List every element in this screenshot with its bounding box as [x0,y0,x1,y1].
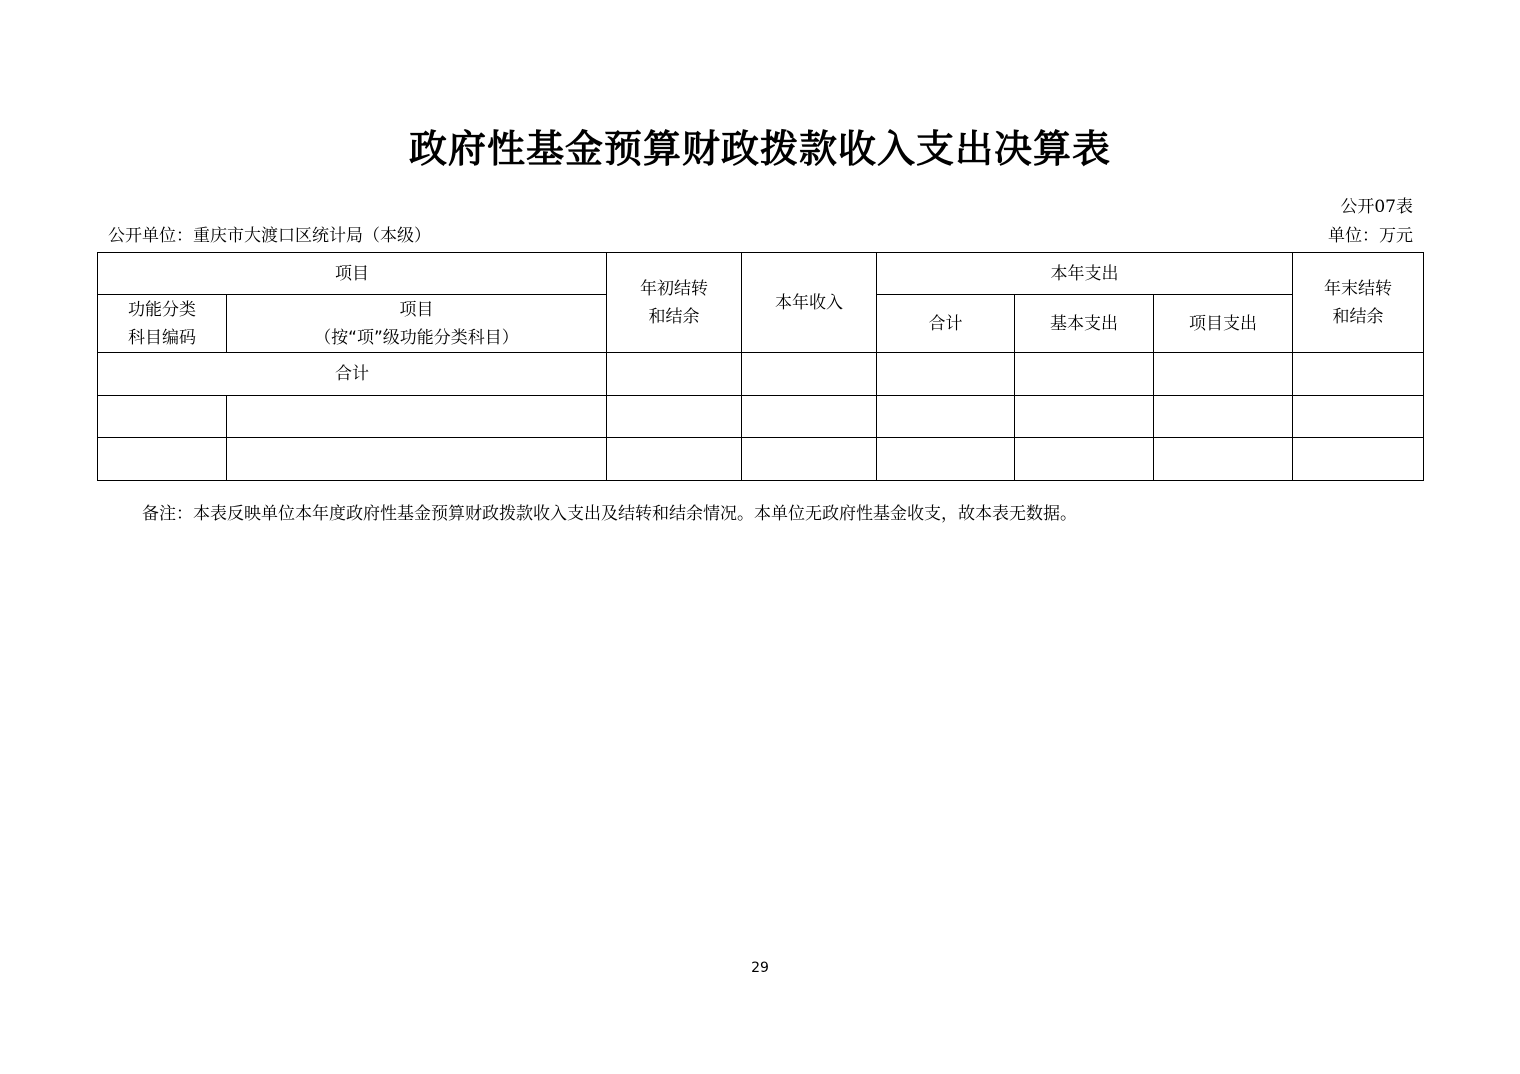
total-closing [1293,353,1424,396]
header-row-1 [98,253,1424,295]
header-item-line2: （按“项”级功能分类科目） [314,327,519,348]
row-closing [1293,438,1424,481]
row-closing [1293,396,1424,438]
header-function-code-line1: 功能分类 [128,299,196,320]
header-closing-balance-line1: 年末结转 [1324,278,1393,299]
header-closing-balance-line2: 和结余 [1332,306,1384,327]
row-expense-project [1154,438,1293,481]
row-item [227,438,607,481]
header-item [227,295,607,353]
row-code [98,396,227,438]
header-function-code [98,295,227,353]
total-label: 合计 [98,353,607,396]
row-item [227,396,607,438]
header-expense-total: 合计 [877,295,1015,353]
form-number: 公开07表 [1340,197,1413,217]
header-expense-group: 本年支出 [877,253,1293,295]
row-code [98,438,227,481]
page-title: 政府性基金预算财政拨款收入支出决算表 [408,127,1111,171]
row-opening [607,438,742,481]
total-expense-total [877,353,1015,396]
header-income: 本年收入 [742,253,877,353]
header-expense-basic: 基本支出 [1015,295,1154,353]
total-income [742,353,877,396]
total-row [98,353,1424,396]
total-expense-basic [1015,353,1154,396]
table-row [98,438,1424,481]
row-expense-project [1154,396,1293,438]
header-expense-project: 项目支出 [1154,295,1293,353]
currency-unit: 单位：万元 [1328,226,1413,246]
row-expense-basic [1015,438,1154,481]
row-opening [607,396,742,438]
header-item-group: 项目 [98,253,607,295]
header-closing-balance [1293,253,1424,353]
table-note: 备注：本表反映单位本年度政府性基金预算财政拨款收入支出及结转和结余情况。本单位无政府性基金收支，故本表无数据。 [142,504,1077,524]
header-function-code-line2: 科目编码 [128,327,196,348]
total-expense-project [1154,353,1293,396]
header-opening-balance [607,253,742,353]
total-opening [607,353,742,396]
header-opening-balance-line1: 年初结转 [640,278,708,299]
table-row [98,396,1424,438]
row-income [742,438,877,481]
reporting-unit: 公开单位：重庆市大渡口区统计局（本级） [108,226,431,246]
row-expense-total [877,396,1015,438]
row-expense-basic [1015,396,1154,438]
page-number: 29 [751,960,769,976]
header-opening-balance-line2: 和结余 [648,306,700,327]
row-expense-total [877,438,1015,481]
budget-table [97,252,1424,481]
header-item-line1: 项目 [399,299,434,320]
row-income [742,396,877,438]
